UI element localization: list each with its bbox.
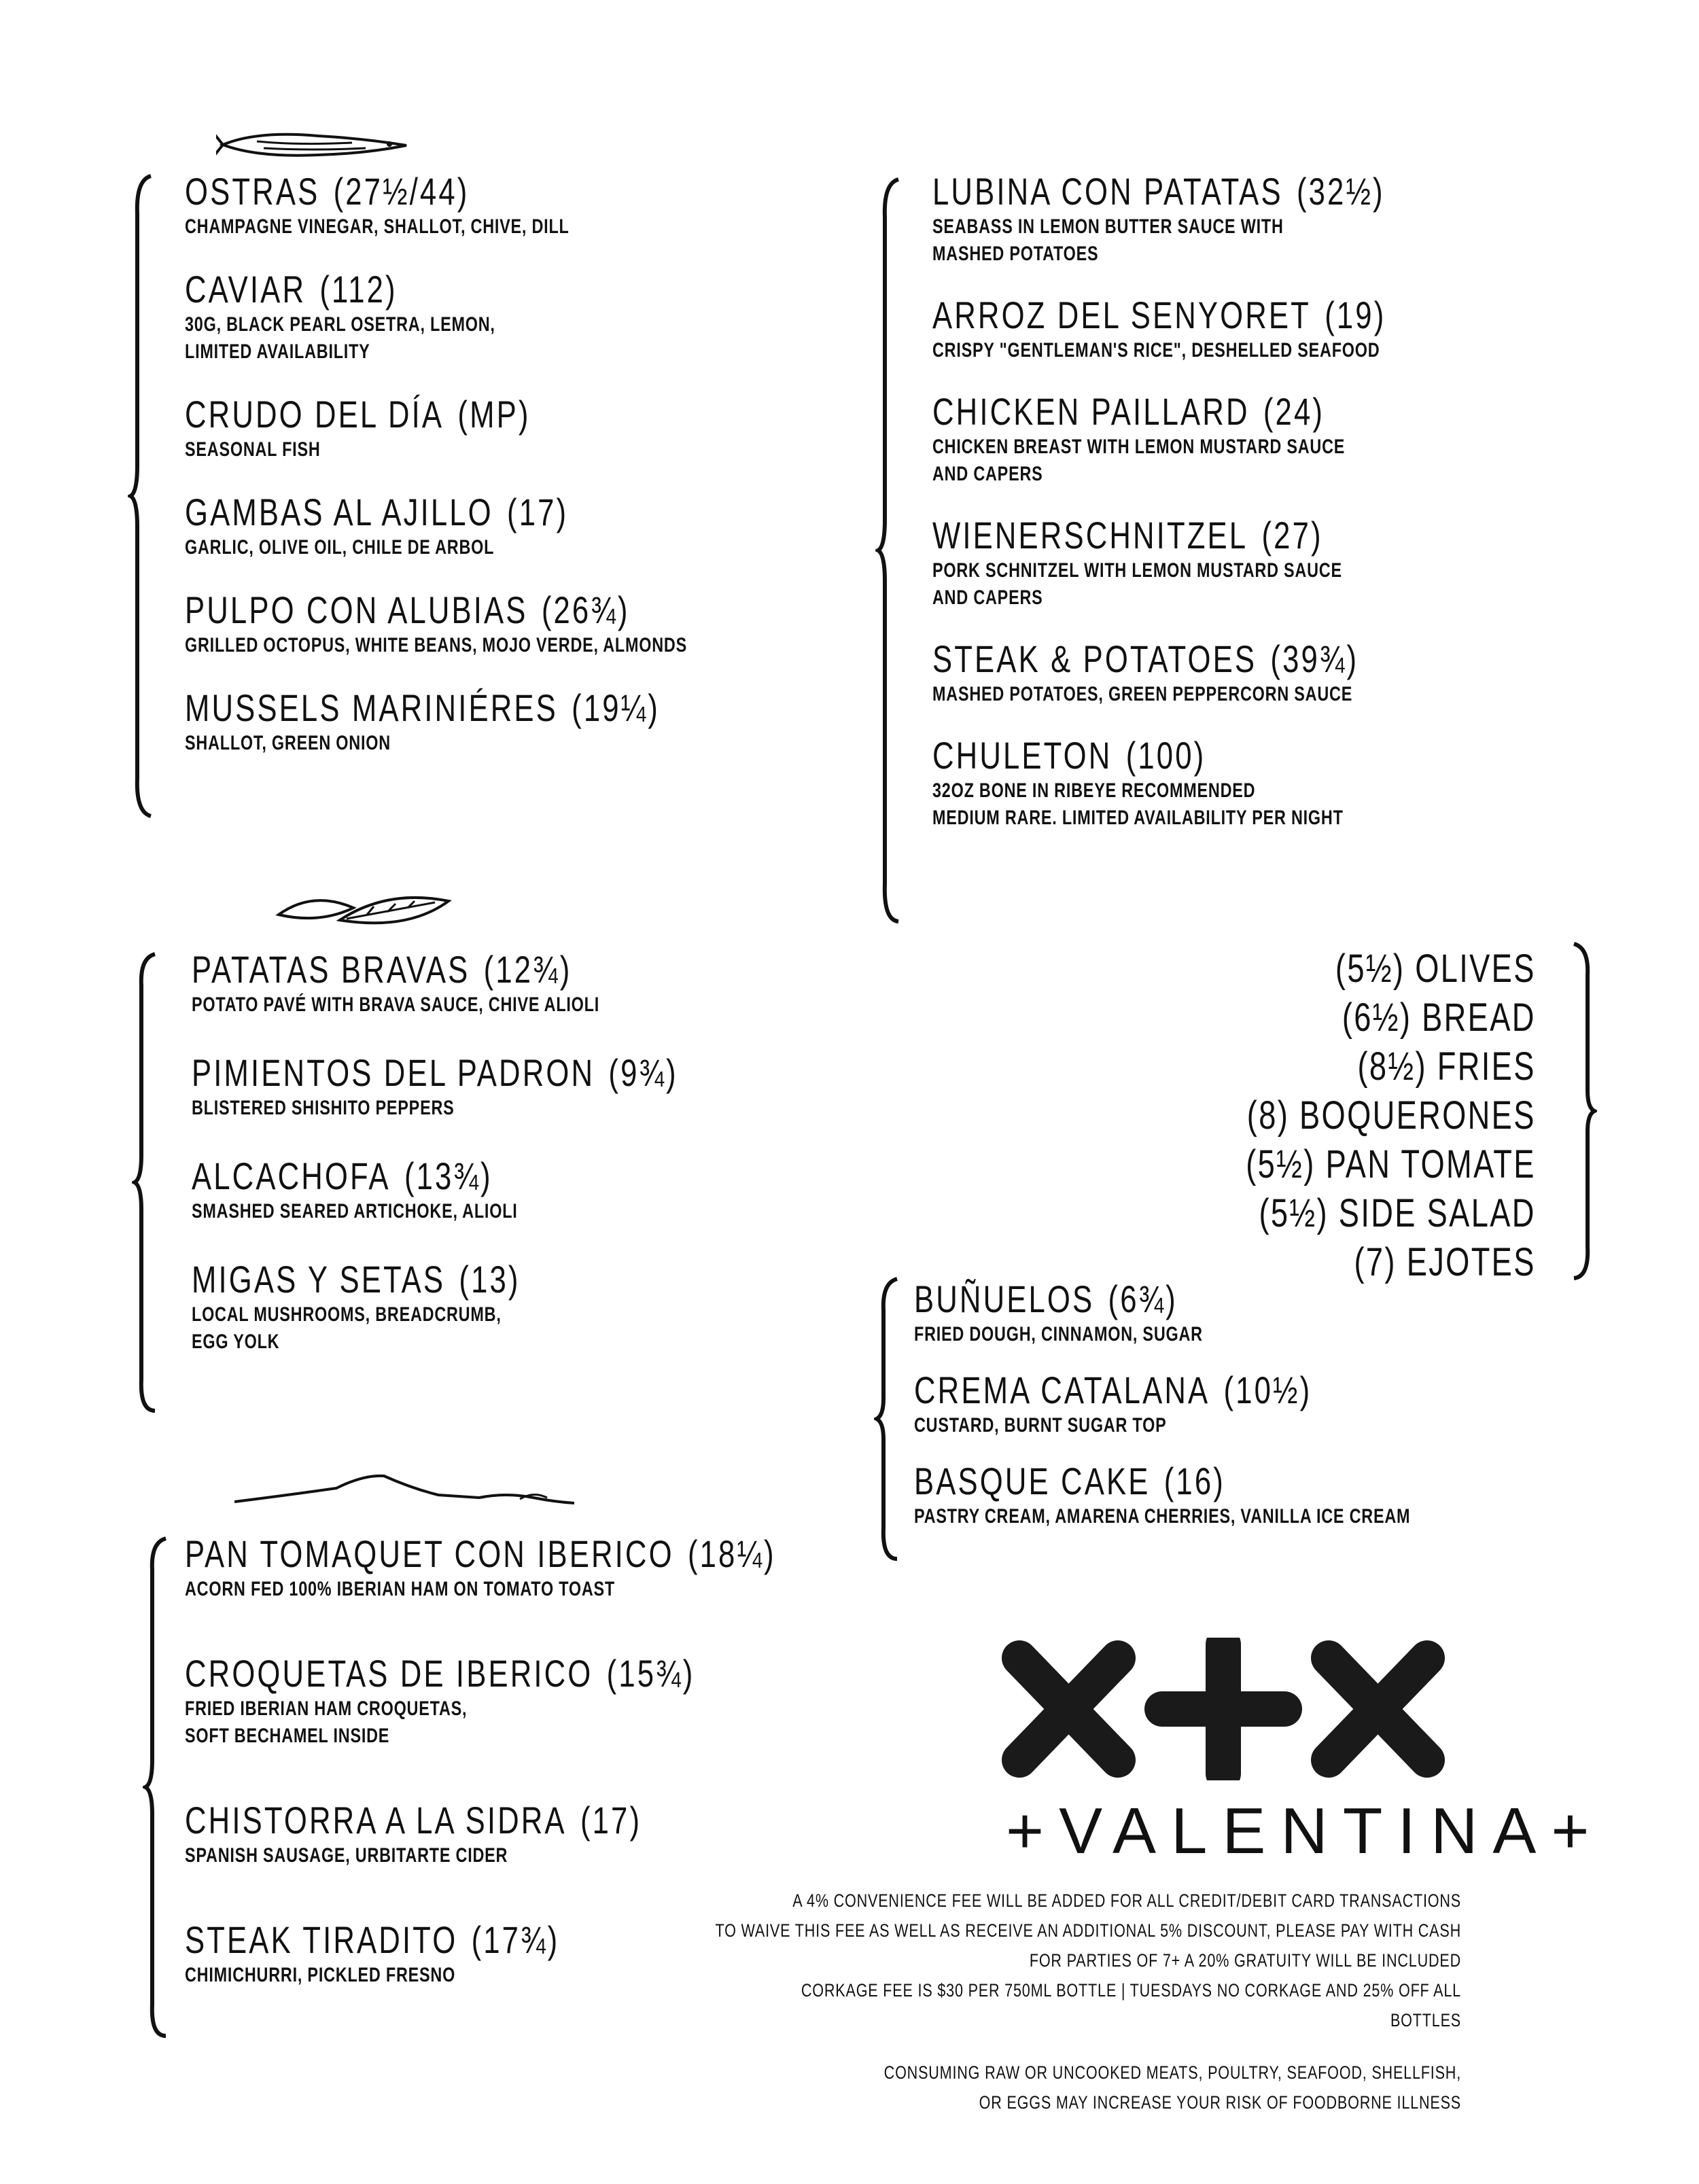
item-title: PATATAS BRAVAS xyxy=(192,948,470,991)
item-price: (6¾) xyxy=(1108,1278,1178,1320)
sides-brace xyxy=(1570,941,1597,1281)
brand-name: +VALENTINA+ xyxy=(1006,1795,1605,1867)
item-description: POTATO PAVÉ WITH BRAVA SAUCE, CHIVE ALIOLI xyxy=(192,993,600,1016)
item-name xyxy=(185,1652,768,1695)
side-price: (6½) xyxy=(1342,996,1412,1040)
vegetables-brace xyxy=(132,951,159,1413)
side-price: (5½) xyxy=(1335,947,1405,991)
mains-brace xyxy=(875,177,903,924)
item-description: CUSTARD, BURNT SUGAR TOP xyxy=(914,1414,1167,1437)
menu-item xyxy=(185,1532,932,1603)
mains-section xyxy=(932,170,1612,858)
item-description: CHIMICHURRI, PICKLED FRESNO xyxy=(185,1964,456,1986)
item-price: (18¼) xyxy=(687,1532,776,1575)
side-name: BOQUERONES xyxy=(1299,1093,1536,1138)
item-title: CHISTORRA A LA SIDRA xyxy=(185,1799,567,1842)
menu-item xyxy=(932,390,1612,488)
item-title: BASQUE CAKE xyxy=(914,1460,1151,1502)
leaves-icon xyxy=(272,887,455,928)
item-description: FRIED DOUGH, CINNAMON, SUGAR xyxy=(914,1323,1203,1345)
seafood-brace xyxy=(128,173,155,819)
item-title: CREMA CATALANA xyxy=(914,1369,1210,1411)
text-line: BOTTLES xyxy=(1390,2010,1461,2030)
item-description: CRISPY "GENTLEMAN'S RICE", DESHELLED SEAFOOD xyxy=(932,339,1380,362)
side-item xyxy=(1246,1140,1536,1189)
item-price: (17) xyxy=(580,1799,642,1842)
side-name: EJOTES xyxy=(1406,1240,1536,1284)
menu-item xyxy=(185,491,864,561)
menu-item xyxy=(914,1460,1594,1530)
side-item xyxy=(1246,945,1536,993)
item-description: PORK SCHNITZEL WITH LEMON MUSTARD SAUCE AND CAPERS xyxy=(932,559,1342,609)
menu-item xyxy=(185,268,864,366)
item-price: (17) xyxy=(507,491,569,533)
menu-item xyxy=(914,1278,1594,1348)
item-title: GAMBAS AL AJILLO xyxy=(185,491,493,533)
item-price: (13) xyxy=(459,1258,521,1301)
item-name xyxy=(914,1369,1444,1412)
item-title: BUÑUELOS xyxy=(914,1278,1095,1320)
item-title: MIGAS Y SETAS xyxy=(192,1258,446,1301)
item-title: LUBINA CON PATATAS xyxy=(932,170,1283,213)
item-description: ACORN FED 100% IBERIAN HAM ON TOMATO TOAST xyxy=(185,1578,615,1600)
item-name xyxy=(185,393,715,436)
seafood-section xyxy=(185,170,864,784)
item-price: (27) xyxy=(1261,514,1323,557)
item-name xyxy=(192,1258,722,1301)
text-line: CORKAGE FEE IS $30 PER 750ML BOTTLE | TUESDAYS NO CORKAGE AND 25% OFF ALL xyxy=(801,1980,1461,2001)
vegetables-section xyxy=(192,948,871,1388)
item-title: STEAK TIRADITO xyxy=(185,1918,458,1961)
item-name xyxy=(914,1460,1444,1503)
side-item xyxy=(1246,1091,1536,1140)
side-name: PAN TOMATE xyxy=(1325,1142,1536,1186)
item-title: CROQUETAS DE IBERICO xyxy=(185,1652,593,1695)
text-line: FOR PARTIES OF 7+ A 20% GRATUITY WILL BE INCLUDED xyxy=(1029,1950,1461,1971)
item-price: (112) xyxy=(319,268,398,311)
item-title: ARROZ DEL SENYORET xyxy=(932,294,1311,336)
item-title: CHICKEN PAILLARD xyxy=(932,390,1250,433)
item-description: CHAMPAGNE VINEGAR, SHALLOT, CHIVE, DILL xyxy=(185,215,570,238)
fine-print xyxy=(700,1886,1461,2035)
side-item xyxy=(1246,1042,1536,1091)
health-warning xyxy=(700,2058,1461,2117)
side-name: SIDE SALAD xyxy=(1339,1191,1536,1235)
text-line: A 4% CONVENIENCE FEE WILL BE ADDED FOR ALL CREDIT/DEBIT CARD TRANSACTIONS xyxy=(792,1890,1461,1911)
item-name xyxy=(192,1155,722,1198)
item-title: OSTRAS xyxy=(185,170,320,213)
menu-item xyxy=(192,1051,871,1122)
menu-item xyxy=(192,948,871,1019)
menu-item xyxy=(932,514,1612,612)
item-name xyxy=(185,1532,776,1576)
item-description: GRILLED OCTOPUS, WHITE BEANS, MOJO VERDE, ALMONDS xyxy=(185,634,687,656)
item-title: CHULETON xyxy=(932,734,1113,777)
menu-item xyxy=(932,170,1612,268)
meats-brace xyxy=(143,1536,170,2039)
menu-item xyxy=(192,1258,871,1356)
menu-item xyxy=(192,1155,871,1225)
item-price: (15¾) xyxy=(606,1652,695,1695)
menu-item xyxy=(185,588,864,659)
side-price: (5½) xyxy=(1259,1191,1329,1235)
item-price: (19¼) xyxy=(572,686,660,729)
desserts-brace xyxy=(874,1276,901,1562)
text-line: CONSUMING RAW OR UNCOOKED MEATS, POULTRY, SEAFOOD, SHELLFISH, xyxy=(883,2062,1461,2083)
mountains-icon xyxy=(234,1468,574,1509)
item-price: (MP) xyxy=(457,393,531,436)
item-description: SEASONAL FISH xyxy=(185,438,321,461)
item-name xyxy=(932,170,1462,213)
item-description: SMASHED SEARED ARTICHOKE, ALIOLI xyxy=(192,1200,518,1222)
side-item xyxy=(1246,993,1536,1042)
item-title: PAN TOMAQUET CON IBERICO xyxy=(185,1532,674,1575)
item-price: (10½) xyxy=(1223,1369,1312,1411)
item-title: ALCACHOFA xyxy=(192,1155,391,1197)
menu-item xyxy=(185,170,864,241)
item-description: FRIED IBERIAN HAM CROQUETAS, SOFT BECHAMEL INSIDE xyxy=(185,1697,468,1747)
item-description: LOCAL MUSHROOMS, BREADCRUMB, EGG YOLK xyxy=(192,1303,502,1353)
item-title: PULPO CON ALUBIAS xyxy=(185,588,528,631)
item-name xyxy=(185,170,715,213)
sides-list xyxy=(1164,945,1536,1287)
item-price: (27½/44) xyxy=(333,170,470,213)
menu-item xyxy=(932,637,1612,708)
item-price: (17¾) xyxy=(471,1918,560,1961)
menu-item xyxy=(914,1369,1594,1439)
item-name xyxy=(914,1278,1444,1321)
text-line: TO WAIVE THIS FEE AS WELL AS RECEIVE AN ADDITIONAL 5% DISCOUNT, PLEASE PAY WITH CASH xyxy=(715,1920,1461,1941)
item-price: (24) xyxy=(1263,390,1325,433)
item-description: MASHED POTATOES, GREEN PEPPERCORN SAUCE xyxy=(932,683,1353,705)
side-price: (7) xyxy=(1354,1240,1397,1284)
item-description: BLISTERED SHISHITO PEPPERS xyxy=(192,1097,455,1119)
item-description: SPANISH SAUSAGE, URBITARTE CIDER xyxy=(185,1844,508,1867)
item-name xyxy=(932,390,1462,434)
item-description: CHICKEN BREAST WITH LEMON MUSTARD SAUCE AND CAPERS xyxy=(932,436,1346,485)
item-price: (12¾) xyxy=(483,948,572,991)
item-title: WIENERSCHNITZEL xyxy=(932,514,1248,557)
item-price: (32½) xyxy=(1296,170,1385,213)
item-name xyxy=(932,734,1462,777)
item-description: 32OZ BONE IN RIBEYE RECOMMENDED MEDIUM RARE. LIMITED AVAILABILITY PER NIGHT xyxy=(932,779,1344,829)
side-price: (8½) xyxy=(1357,1044,1428,1089)
item-name xyxy=(192,1051,722,1095)
item-name xyxy=(185,268,715,311)
item-name xyxy=(932,294,1462,337)
item-title: CAVIAR xyxy=(185,268,306,311)
text-line: OR EGGS MAY INCREASE YOUR RISK OF FOODBORNE ILLNESS xyxy=(979,2092,1461,2113)
item-title: CRUDO DEL DÍA xyxy=(185,393,444,436)
menu-item xyxy=(932,734,1612,832)
item-price: (16) xyxy=(1163,1460,1225,1502)
side-name: FRIES xyxy=(1437,1044,1536,1089)
item-description: GARLIC, OLIVE OIL, CHILE DE ARBOL xyxy=(185,536,495,559)
side-name: OLIVES xyxy=(1415,947,1536,991)
item-title: STEAK & POTATOES xyxy=(932,637,1257,680)
item-price: (100) xyxy=(1125,734,1206,777)
item-description: SHALLOT, GREEN ONION xyxy=(185,732,391,754)
side-price: (5½) xyxy=(1246,1142,1316,1186)
menu-item xyxy=(185,1652,932,1750)
side-item xyxy=(1246,1189,1536,1238)
item-name xyxy=(185,588,715,632)
item-title: MUSSELS MARINIÉRES xyxy=(185,686,558,729)
menu-item xyxy=(185,393,864,463)
desserts-section xyxy=(914,1278,1594,1551)
item-description: 30G, BLACK PEARL OSETRA, LEMON, LIMITED AVAILABILITY xyxy=(185,313,495,363)
item-name xyxy=(185,1799,768,1842)
item-price: (39¾) xyxy=(1270,637,1359,680)
item-name xyxy=(185,686,715,730)
cross-logo-icon xyxy=(999,1638,1448,1780)
fish-icon xyxy=(216,128,420,162)
item-price: (13¾) xyxy=(404,1155,493,1197)
item-name xyxy=(185,491,715,534)
side-price: (8) xyxy=(1247,1093,1290,1138)
item-price: (26¾) xyxy=(541,588,630,631)
item-name xyxy=(932,514,1462,557)
item-title: PIMIENTOS DEL PADRON xyxy=(192,1051,595,1094)
item-name xyxy=(932,637,1462,681)
item-price: (9¾) xyxy=(608,1051,678,1094)
item-description: SEABASS IN LEMON BUTTER SAUCE WITH MASHED POTATOES xyxy=(932,215,1284,265)
item-price: (19) xyxy=(1325,294,1386,336)
menu-item xyxy=(932,294,1612,364)
item-name xyxy=(192,948,722,991)
item-name xyxy=(185,1918,768,1962)
menu-item xyxy=(185,1799,932,1869)
menu-item xyxy=(185,686,864,757)
side-name: BREAD xyxy=(1422,996,1536,1040)
item-description: PASTRY CREAM, AMARENA CHERRIES, VANILLA ICE CREAM xyxy=(914,1505,1411,1528)
